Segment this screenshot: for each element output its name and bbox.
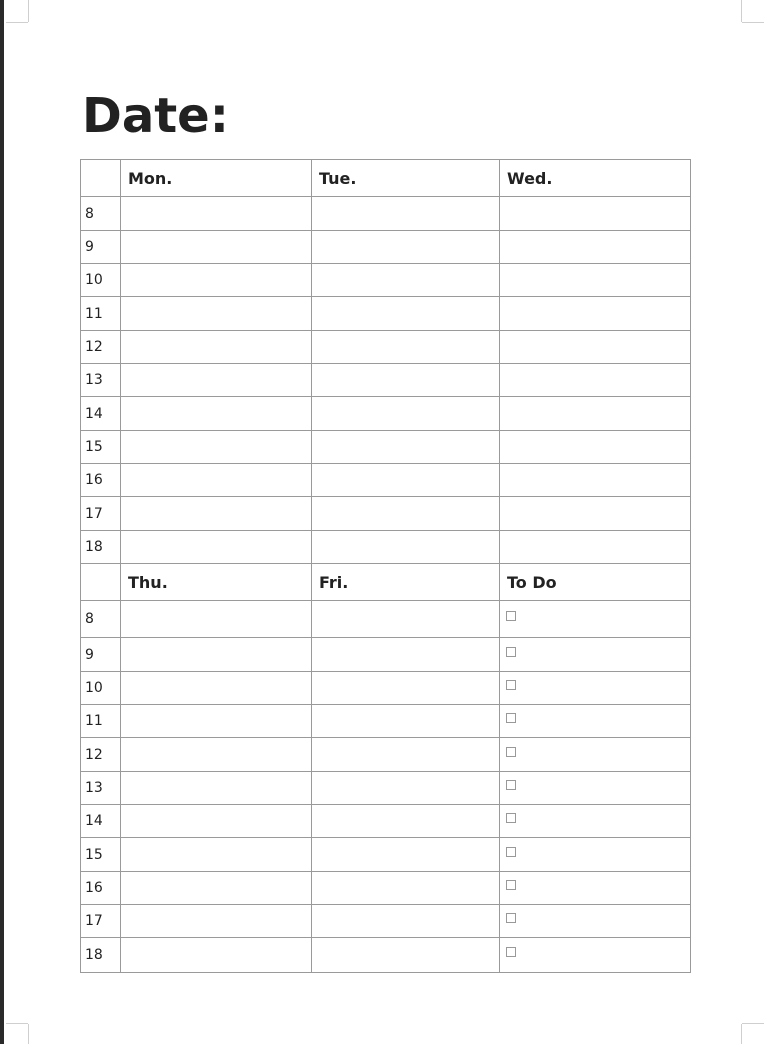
hour-label: 12 <box>81 331 121 364</box>
hour-label: 18 <box>81 938 121 973</box>
slot-cell[interactable] <box>312 397 500 431</box>
todo-cell[interactable] <box>500 805 691 838</box>
slot-cell[interactable] <box>121 872 312 905</box>
checkbox-icon[interactable] <box>506 947 516 957</box>
hour-label: 15 <box>81 838 121 872</box>
table-row <box>81 297 691 331</box>
checkbox-icon[interactable] <box>506 747 516 757</box>
checkbox-icon[interactable] <box>506 713 516 723</box>
page-edge <box>0 0 4 1044</box>
column-header-mon: Mon. <box>121 160 312 197</box>
crop-mark-bottom-left-v <box>28 1024 29 1044</box>
slot-cell[interactable] <box>500 331 691 364</box>
slot-cell[interactable] <box>500 364 691 397</box>
slot-cell[interactable] <box>121 297 312 331</box>
table-row <box>81 601 691 638</box>
slot-cell[interactable] <box>500 497 691 531</box>
column-header-tue: Tue. <box>312 160 500 197</box>
slot-cell[interactable] <box>312 531 500 564</box>
header-row <box>81 564 691 601</box>
table-row <box>81 838 691 872</box>
todo-cell[interactable] <box>500 738 691 772</box>
slot-cell[interactable] <box>312 672 500 705</box>
hour-label: 10 <box>81 264 121 297</box>
slot-cell[interactable] <box>121 638 312 672</box>
slot-cell[interactable] <box>121 738 312 772</box>
slot-cell[interactable] <box>312 264 500 297</box>
slot-cell[interactable] <box>312 938 500 973</box>
table-row <box>81 331 691 364</box>
hour-label: 14 <box>81 805 121 838</box>
weekly-planner-table <box>80 159 691 973</box>
checkbox-icon[interactable] <box>506 913 516 923</box>
slot-cell[interactable] <box>121 197 312 231</box>
checkbox-icon[interactable] <box>506 647 516 657</box>
hour-label: 12 <box>81 738 121 772</box>
table-row <box>81 231 691 264</box>
slot-cell[interactable] <box>312 772 500 805</box>
hour-label: 15 <box>81 431 121 464</box>
slot-cell[interactable] <box>121 464 312 497</box>
todo-cell[interactable] <box>500 938 691 973</box>
slot-cell[interactable] <box>500 531 691 564</box>
slot-cell[interactable] <box>121 838 312 872</box>
slot-cell[interactable] <box>500 464 691 497</box>
table-row <box>81 197 691 231</box>
slot-cell[interactable] <box>312 638 500 672</box>
checkbox-icon[interactable] <box>506 880 516 890</box>
todo-cell[interactable] <box>500 638 691 672</box>
slot-cell[interactable] <box>312 331 500 364</box>
hour-label: 13 <box>81 364 121 397</box>
todo-cell[interactable] <box>500 905 691 938</box>
hour-label: 9 <box>81 638 121 672</box>
slot-cell[interactable] <box>312 872 500 905</box>
hour-label: 16 <box>81 464 121 497</box>
checkbox-icon[interactable] <box>506 611 516 621</box>
todo-cell[interactable] <box>500 838 691 872</box>
slot-cell[interactable] <box>312 838 500 872</box>
table-row <box>81 805 691 838</box>
table-row <box>81 772 691 805</box>
slot-cell[interactable] <box>121 772 312 805</box>
header-corner-cell <box>81 564 121 601</box>
page-title: Date: <box>82 88 229 144</box>
slot-cell[interactable] <box>500 231 691 264</box>
slot-cell[interactable] <box>312 297 500 331</box>
hour-label: 8 <box>81 601 121 638</box>
slot-cell[interactable] <box>121 231 312 264</box>
table-row <box>81 705 691 738</box>
slot-cell[interactable] <box>121 805 312 838</box>
todo-cell[interactable] <box>500 705 691 738</box>
slot-cell[interactable] <box>500 297 691 331</box>
table-row <box>81 672 691 705</box>
crop-mark-bottom-left-h <box>6 1023 28 1024</box>
hour-label: 8 <box>81 197 121 231</box>
slot-cell[interactable] <box>121 264 312 297</box>
slot-cell[interactable] <box>121 364 312 397</box>
slot-cell[interactable] <box>312 805 500 838</box>
todo-cell[interactable] <box>500 672 691 705</box>
checkbox-icon[interactable] <box>506 680 516 690</box>
slot-cell[interactable] <box>312 905 500 938</box>
slot-cell[interactable] <box>121 397 312 431</box>
table-row <box>81 264 691 297</box>
slot-cell[interactable] <box>121 938 312 973</box>
column-header-thu: Thu. <box>121 564 312 601</box>
crop-mark-bottom-right-h <box>742 1023 764 1024</box>
table-row <box>81 638 691 672</box>
crop-mark-top-left-v <box>28 0 29 22</box>
slot-cell[interactable] <box>312 197 500 231</box>
slot-cell[interactable] <box>500 197 691 231</box>
slot-cell[interactable] <box>121 601 312 638</box>
table-row <box>81 872 691 905</box>
crop-mark-top-left-h <box>6 22 28 23</box>
table-row <box>81 497 691 531</box>
slot-cell[interactable] <box>500 264 691 297</box>
slot-cell[interactable] <box>312 705 500 738</box>
crop-mark-bottom-right-v <box>741 1024 742 1044</box>
hour-label: 11 <box>81 705 121 738</box>
table-row <box>81 364 691 397</box>
slot-cell[interactable] <box>121 497 312 531</box>
column-header-wed: Wed. <box>500 160 691 197</box>
slot-cell[interactable] <box>121 331 312 364</box>
hour-label: 10 <box>81 672 121 705</box>
column-header-fri: Fri. <box>312 564 500 601</box>
todo-cell[interactable] <box>500 872 691 905</box>
checkbox-icon[interactable] <box>506 780 516 790</box>
slot-cell[interactable] <box>121 431 312 464</box>
crop-mark-top-right-h <box>742 22 764 23</box>
slot-cell[interactable] <box>121 531 312 564</box>
table-row <box>81 531 691 564</box>
todo-cell[interactable] <box>500 601 691 638</box>
slot-cell[interactable] <box>312 231 500 264</box>
hour-label: 17 <box>81 497 121 531</box>
slot-cell[interactable] <box>312 601 500 638</box>
header-row <box>81 160 691 197</box>
table-row <box>81 431 691 464</box>
slot-cell[interactable] <box>312 497 500 531</box>
slot-cell[interactable] <box>312 431 500 464</box>
table-row <box>81 738 691 772</box>
slot-cell[interactable] <box>500 431 691 464</box>
crop-mark-top-right-v <box>741 0 742 22</box>
todo-cell[interactable] <box>500 772 691 805</box>
column-header-to-do: To Do <box>500 564 691 601</box>
hour-label: 13 <box>81 772 121 805</box>
hour-label: 11 <box>81 297 121 331</box>
table-row <box>81 905 691 938</box>
table-row <box>81 397 691 431</box>
slot-cell[interactable] <box>312 738 500 772</box>
hour-label: 14 <box>81 397 121 431</box>
hour-label: 17 <box>81 905 121 938</box>
table-row <box>81 938 691 973</box>
hour-label: 18 <box>81 531 121 564</box>
slot-cell[interactable] <box>121 905 312 938</box>
hour-label: 9 <box>81 231 121 264</box>
slot-cell[interactable] <box>121 705 312 738</box>
header-corner-cell <box>81 160 121 197</box>
checkbox-icon[interactable] <box>506 813 516 823</box>
table-row <box>81 464 691 497</box>
slot-cell[interactable] <box>312 464 500 497</box>
slot-cell[interactable] <box>312 364 500 397</box>
slot-cell[interactable] <box>121 672 312 705</box>
hour-label: 16 <box>81 872 121 905</box>
checkbox-icon[interactable] <box>506 847 516 857</box>
slot-cell[interactable] <box>500 397 691 431</box>
